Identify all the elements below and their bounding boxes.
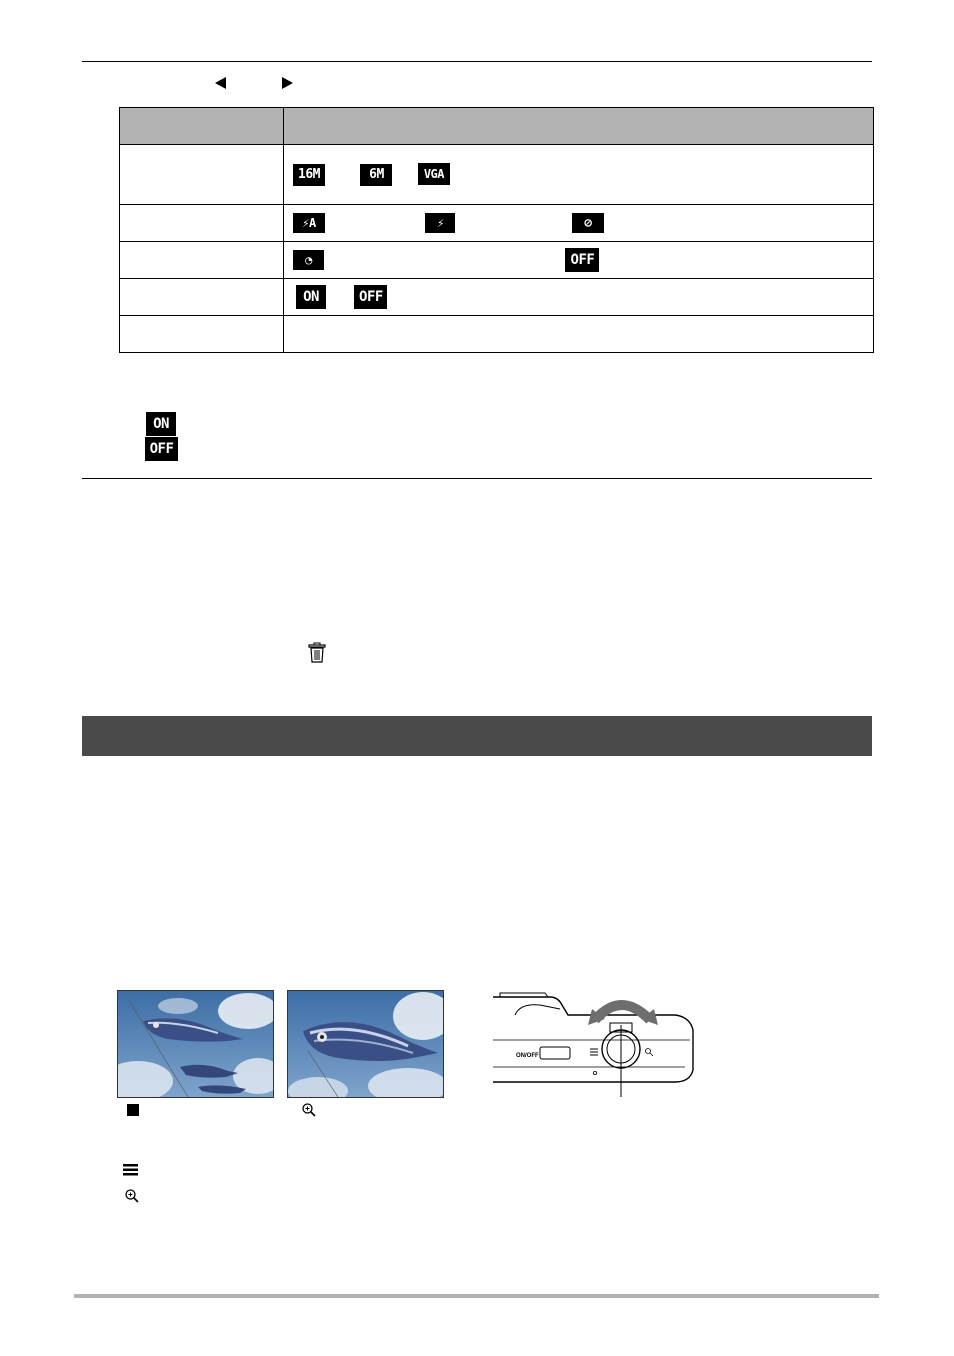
- table-row-label: [120, 242, 284, 279]
- zoom-in-icon: [302, 1103, 316, 1122]
- table-row-options: [284, 145, 874, 205]
- size-16m-icon: 16M: [293, 164, 325, 186]
- table-row-label: [120, 205, 284, 242]
- table-header-setting: [120, 108, 284, 145]
- size-vga-icon: VGA: [418, 163, 450, 185]
- flash-on-icon: ⚡: [425, 213, 455, 233]
- table-row-label: [120, 145, 284, 205]
- table-row-label: [120, 279, 284, 316]
- table-row-options: [284, 316, 874, 353]
- self-timer-icon: ◔: [293, 250, 324, 270]
- table-row-options: [284, 279, 874, 316]
- settings-table: [119, 107, 874, 353]
- stop-square-icon: [127, 1104, 139, 1116]
- off-icon: OFF: [354, 285, 387, 309]
- table-header-options: [284, 108, 874, 145]
- footer-divider: [74, 1294, 879, 1298]
- photo-zoomed-view: [287, 990, 444, 1098]
- power-button-label: ON/OFF: [516, 1053, 539, 1059]
- table-row: [120, 205, 874, 242]
- size-6m-icon: 6M: [360, 164, 392, 186]
- camera-zoom-diagram: [490, 985, 700, 1105]
- table-row: [120, 279, 874, 316]
- table-row-options: [284, 205, 874, 242]
- left-triangle-icon: [215, 77, 226, 89]
- flash-auto-icon: ⚡A: [293, 213, 325, 233]
- table-row-label: [120, 316, 284, 353]
- zoom-in-icon: [125, 1189, 139, 1208]
- table-header-row: [120, 108, 874, 145]
- table-row-options: [284, 242, 874, 279]
- section-banner: [82, 716, 872, 756]
- table-row: [120, 242, 874, 279]
- section-divider: [82, 478, 872, 479]
- on-icon: ON: [296, 285, 326, 309]
- timer-off-icon: OFF: [565, 248, 599, 272]
- legend-off-icon: OFF: [145, 437, 178, 461]
- photo-normal-view: [117, 990, 274, 1098]
- trash-icon: [307, 642, 327, 669]
- legend-on-icon: ON: [146, 412, 176, 436]
- table-row: [120, 145, 874, 205]
- right-triangle-icon: [282, 77, 293, 89]
- table-row: [120, 316, 874, 353]
- top-divider: [82, 61, 872, 62]
- flash-off-icon: ⊘: [572, 213, 604, 233]
- list-icon: [123, 1163, 138, 1181]
